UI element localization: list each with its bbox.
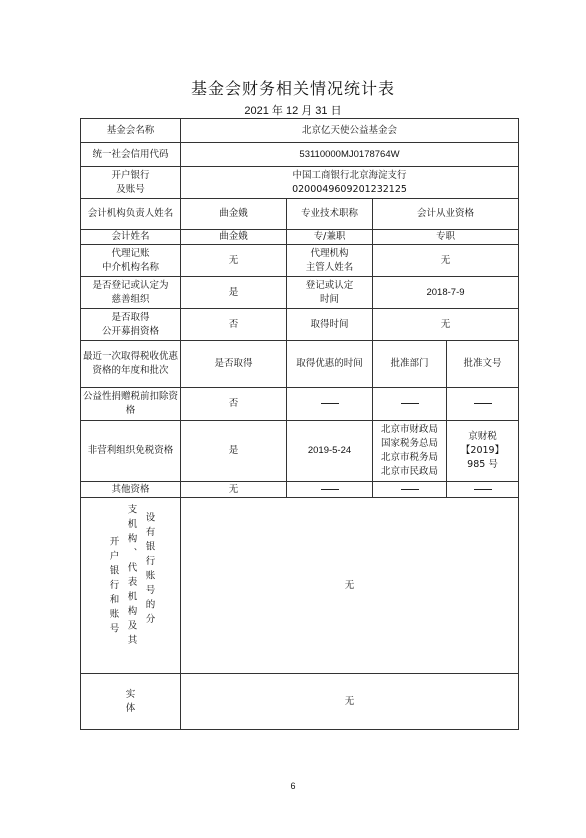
vertical-label <box>83 504 178 649</box>
row-entity <box>81 674 519 730</box>
dash-mark <box>474 489 492 490</box>
label-charity: 是否登记或认定为 慈善组织 <box>81 277 181 309</box>
row-credit-code <box>81 143 519 167</box>
page-title: 基金会财务相关情况统计表 <box>190 79 395 98</box>
label-bank-account: 开户银行 及账号 <box>81 167 181 199</box>
header-obtain-time: 取得优惠的时间 <box>287 341 373 388</box>
value-deduction: 否 <box>181 388 287 421</box>
value-entity: 无 <box>181 674 519 730</box>
value-accounting-head: 曲金娥 <box>181 199 287 230</box>
value-nonprofit: 是 <box>181 421 287 482</box>
row-accounting-head <box>81 199 519 230</box>
label-public-fundraising: 是否取得 公开募捐资格 <box>81 309 181 341</box>
value-credit-code: 53110000MJ0178764W <box>181 143 519 167</box>
value-agent-manager: 无 <box>373 245 519 277</box>
label-credit-code: 统一社会信用代码 <box>81 143 181 167</box>
label-agent-manager: 代理机构 主管人姓名 <box>287 245 373 277</box>
other-dept-empty <box>373 482 447 498</box>
deduction-doc-empty <box>447 388 519 421</box>
value-agent: 无 <box>181 245 287 277</box>
other-doc-empty <box>447 482 519 498</box>
label-deduction: 公益性捐赠税前扣除资格 <box>81 388 181 421</box>
row-accountant <box>81 230 519 245</box>
value-branch-accounts: 无 <box>181 498 519 674</box>
value-foundation-name: 北京亿天使公益基金会 <box>181 119 519 143</box>
row-other <box>81 482 519 498</box>
label-obtain-date: 取得时间 <box>287 309 373 341</box>
row-nonprofit <box>81 421 519 482</box>
deduction-time-empty <box>287 388 373 421</box>
page-number: 6 <box>290 781 296 791</box>
label-fulltime: 专/兼职 <box>287 230 373 245</box>
label-accounting-head: 会计机构负责人姓名 <box>81 199 181 230</box>
label-foundation-name: 基金会名称 <box>81 119 181 143</box>
report-date: 2021 年 12 月 31 日 <box>244 105 342 117</box>
label-tax-preference: 最近一次取得税收优惠资格的年度和批次 <box>81 341 181 388</box>
header-approval-dept: 批准部门 <box>373 341 447 388</box>
header-approval-doc: 批准文号 <box>447 341 519 388</box>
vertical-text-1: 开户银行和账号 <box>107 536 119 638</box>
row-deduction <box>81 388 519 421</box>
value-public-fundraising: 否 <box>181 309 287 341</box>
value-nonprofit-dept: 北京市财政局 国家税务总局 北京市税务局 北京市民政局 <box>373 421 447 482</box>
dash-mark <box>321 489 339 490</box>
row-public-fundraising <box>81 309 519 341</box>
deduction-dept-empty <box>373 388 447 421</box>
value-other: 无 <box>181 482 287 498</box>
value-charity-date: 2018-7-9 <box>373 277 519 309</box>
header-obtained: 是否取得 <box>181 341 287 388</box>
other-time-empty <box>287 482 373 498</box>
dash-mark <box>401 489 419 490</box>
row-foundation-name <box>81 119 519 143</box>
dash-mark <box>474 403 492 404</box>
row-branch-accounts <box>81 498 519 674</box>
value-bank-account: 中国工商银行北京海淀支行 0200049609201232125 <box>181 167 519 199</box>
label-entity: 实 体 <box>81 674 181 730</box>
value-obtain-date: 无 <box>373 309 519 341</box>
value-nonprofit-date: 2019-5-24 <box>287 421 373 482</box>
label-branch-accounts <box>81 498 181 674</box>
value-charity: 是 <box>181 277 287 309</box>
value-nonprofit-doc: 京财税【2019】 985 号 <box>447 421 519 482</box>
dash-mark <box>321 403 339 404</box>
value-fulltime: 专职 <box>373 230 519 245</box>
label-technical-title: 专业技术职称 <box>287 199 373 230</box>
row-bank-account <box>81 167 519 199</box>
value-accountant: 曲金娥 <box>181 230 287 245</box>
financial-info-table <box>80 118 519 730</box>
label-charity-date: 登记或认定 时间 <box>287 277 373 309</box>
label-other: 其他资格 <box>81 482 181 498</box>
label-accountant: 会计姓名 <box>81 230 181 245</box>
label-agent: 代理记账 中介机构名称 <box>81 245 181 277</box>
vertical-text-2: 支机构、代表机构及其 <box>125 504 137 649</box>
vertical-text-3: 设有银行账号的分 <box>143 512 155 628</box>
row-charity <box>81 277 519 309</box>
dash-mark <box>401 403 419 404</box>
row-agent <box>81 245 519 277</box>
label-nonprofit: 非营利组织免税资格 <box>81 421 181 482</box>
row-tax-preference-header <box>81 341 519 388</box>
value-technical-title: 会计从业资格 <box>373 199 519 230</box>
